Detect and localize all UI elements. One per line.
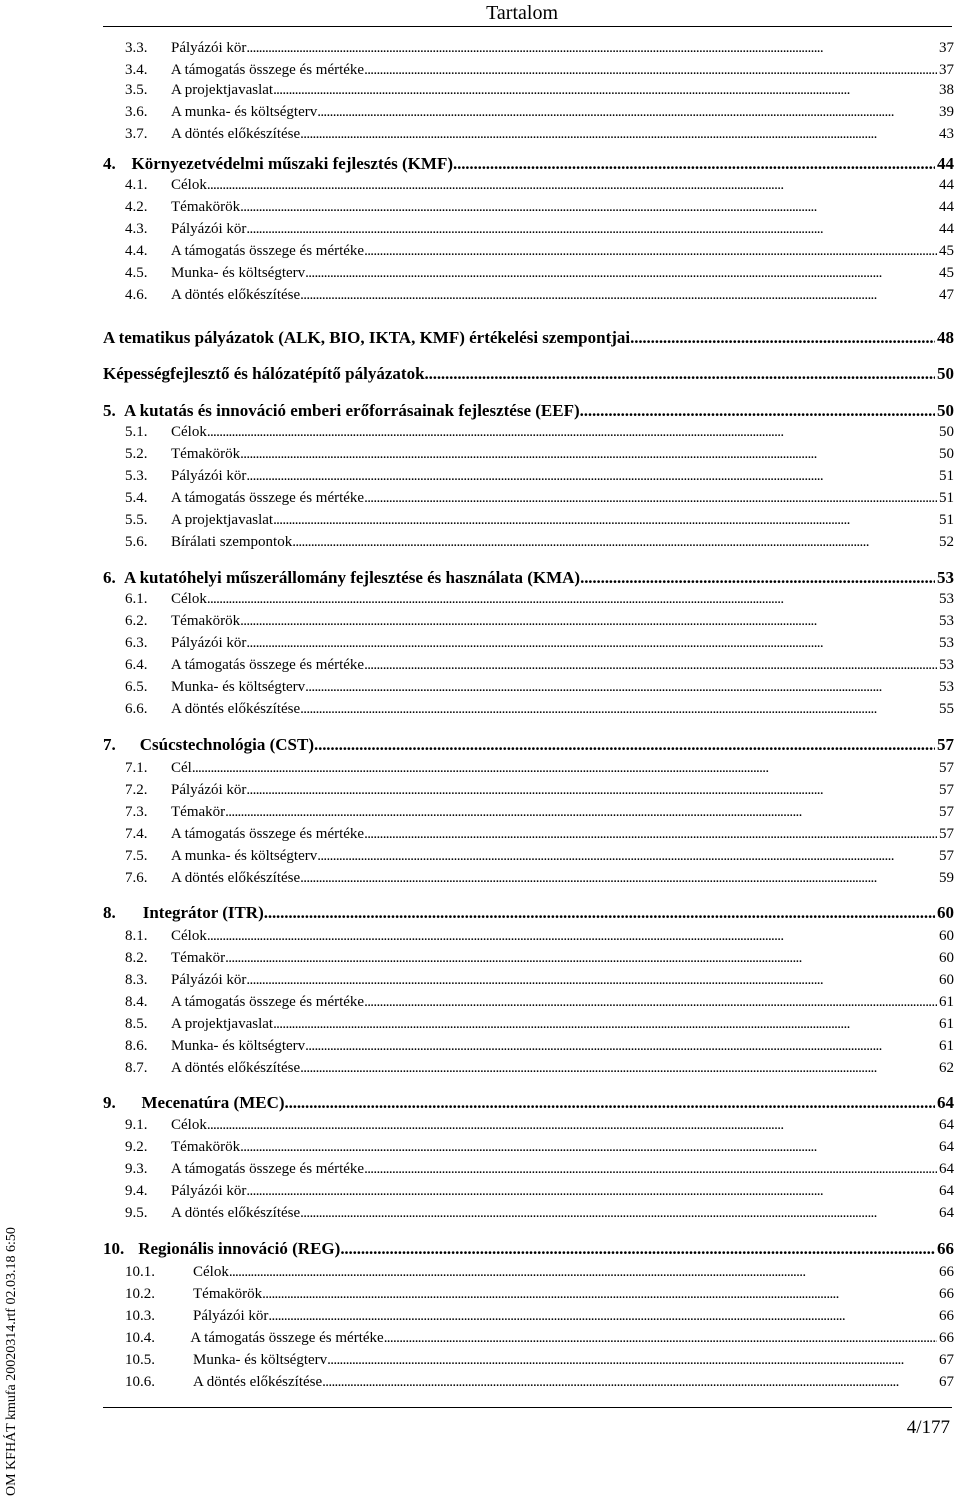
dot-leader [207,422,937,442]
toc-entry-title: A projektjavaslat [171,82,274,98]
toc-entry-title: A kutatás és innováció emberi erőforrásainak fejlesztése (EEF) [124,401,580,420]
toc-entry-page: 60 [939,972,954,988]
dot-leader [246,38,937,58]
toc-entry-page: 37 [939,62,954,78]
toc-section-entry[interactable] [125,1372,954,1392]
toc-entry-title: Pályázói kör [193,1308,269,1324]
toc-entry-page: 45 [939,265,954,281]
toc-section-entry[interactable] [125,263,954,283]
dot-leader [246,466,937,486]
dot-leader [630,326,935,350]
toc-section-entry[interactable] [125,1284,954,1304]
toc-entry-number: 7.4. [125,826,148,842]
dot-leader [240,444,937,464]
toc-entry-page: 59 [939,870,954,886]
toc-entry-number: 4.4. [125,243,148,259]
toc-entry-title: A projektjavaslat [171,512,274,528]
toc-section-entry[interactable] [125,992,954,1012]
dot-leader [305,677,937,697]
toc-entry-number: 5.5. [125,512,148,528]
dot-leader [300,699,937,719]
dot-leader [192,758,937,778]
toc-entry-title: Bírálati szempontok [171,534,293,550]
toc-entry-number: 4. [103,154,116,173]
toc-entry-title: Pályázói kör [171,782,247,798]
dot-leader [300,124,937,144]
toc-entry-number: 9.3. [125,1161,148,1177]
dot-leader [453,152,935,176]
toc-entry-title: Munka- és költségterv [171,265,306,281]
toc-entry-number: 4.1. [125,177,148,193]
toc-section-entry[interactable] [125,846,954,866]
toc-entry-title: Integrátor (ITR) [142,903,264,922]
dot-leader [317,102,937,122]
toc-entry-page: 66 [939,1286,954,1302]
dot-leader [317,846,937,866]
toc-entry-number: 6.2. [125,613,148,629]
toc-chapter-entry[interactable] [103,901,954,925]
toc-entry-title: Cél [171,760,192,776]
toc-entry-title: Mecenatúra (MEC) [141,1093,285,1112]
dot-leader [327,1350,937,1370]
toc-entry-title: Témakörök [171,613,241,629]
toc-section-entry[interactable] [125,1328,954,1348]
toc-section-entry[interactable] [125,1115,954,1135]
toc-chapter-entry[interactable] [103,566,954,590]
toc-entry-page: 57 [939,782,954,798]
toc-entry-page: 53 [937,568,954,587]
toc-entry-title: A tematikus pályázatok (ALK, BIO, IKTA, KMF) értékelési szempontjai [103,328,631,347]
toc-entry-number: 3.6. [125,104,148,120]
dot-leader [207,589,937,609]
dot-leader [364,824,937,844]
toc-entry-title: A kutatóhelyi műszerállomány fejlesztése és használata (KMA) [124,568,581,587]
toc-section-entry[interactable] [125,241,954,261]
toc-entry-number: 7.6. [125,870,148,886]
toc-entry-title: Pályázói kör [171,972,247,988]
dot-leader [364,655,937,675]
toc-entry-number: 5.3. [125,468,148,484]
dot-leader [292,532,937,552]
toc-entry-number: 10.1. [125,1264,155,1280]
toc-section-entry[interactable] [125,219,954,239]
dot-leader [314,733,935,757]
toc-entry-title: A döntés előkészítése [171,701,301,717]
toc-entry-title: Célok [171,1117,207,1133]
toc-entry-page: 61 [939,1016,954,1032]
dot-leader [425,362,935,386]
dot-leader [207,175,937,195]
dot-leader [300,868,937,888]
dot-leader [273,1014,937,1034]
toc-entry-page: 66 [939,1308,954,1324]
toc-entry-number: 8.4. [125,994,148,1010]
toc-entry-title: Munka- és költségterv [171,1038,306,1054]
toc-entry-page: 39 [939,104,954,120]
toc-section-entry[interactable] [125,1036,954,1056]
dot-leader [364,488,937,508]
dot-leader [384,1328,937,1348]
toc-entry-title: Pályázói kör [171,221,247,237]
toc-entry-page: 64 [939,1205,954,1221]
toc-section-entry[interactable] [125,948,954,968]
toc-section-entry[interactable] [125,824,954,844]
toc-entry-number: 9.5. [125,1205,148,1221]
toc-section-entry[interactable] [125,589,954,609]
toc-entry-number: 8.6. [125,1038,148,1054]
toc-entry-page: 66 [937,1239,954,1258]
toc-section-entry[interactable] [125,444,954,464]
toc-section-entry[interactable] [125,124,954,144]
toc-entry-title: A támogatás összege és mértéke [170,1161,365,1177]
toc-entry-number: 7. [103,735,116,754]
toc-entry-page: 47 [939,287,954,303]
toc-chapter-entry[interactable] [103,399,954,423]
dot-leader [364,241,937,261]
toc-entry-number: 6. [103,568,116,587]
toc-entry-title: Célok [171,424,207,440]
dot-leader [580,566,935,590]
toc-entry-number: 8.7. [125,1060,148,1076]
toc-entry-page: 64 [939,1183,954,1199]
toc-entry-number: 3.7. [125,126,148,142]
dot-leader [246,780,937,800]
toc-section-entry[interactable] [125,422,954,442]
toc-entry-number: 10.5. [125,1352,155,1368]
toc-entry-title: A támogatás összege és mértéke [170,62,365,78]
toc-entry-page: 66 [939,1330,954,1346]
toc-entry-title: Képességfejlesztő és hálózatépítő pályázatok [103,364,425,383]
dot-leader [207,1115,937,1135]
toc-entry-title: A munka- és költségterv [171,848,318,864]
toc-chapter-entry[interactable] [103,152,954,176]
toc-entry-page: 67 [939,1352,954,1368]
toc-entry-title: A döntés előkészítése [171,1205,301,1221]
toc-entry-title: A támogatás összege és mértéke [170,243,365,259]
toc-entry-title: A támogatás összege és mértéke [190,1330,384,1346]
toc-entry-page: 67 [939,1374,954,1390]
toc-entry-number: 8.5. [125,1016,148,1032]
toc-entry-page: 53 [939,613,954,629]
toc-section-entry[interactable] [125,1014,954,1034]
toc-entry-title: A munka- és költségterv [171,104,318,120]
toc-section-entry[interactable] [125,197,954,217]
toc-entry-number: 4.3. [125,221,148,237]
toc-section-entry[interactable] [125,1058,954,1078]
dot-leader [268,1306,937,1326]
toc-section-entry[interactable] [125,926,954,946]
toc-entry-page: 57 [939,826,954,842]
toc-entry-page: 44 [939,177,954,193]
toc-section-entry[interactable] [125,633,954,653]
toc-section-entry[interactable] [125,1159,954,1179]
toc-entry-page: 60 [937,903,954,922]
toc-entry-number: 9.2. [125,1139,148,1155]
dot-leader [207,926,937,946]
toc-entry-number: 5. [103,401,116,420]
toc-entry-number: 9.4. [125,1183,148,1199]
toc-entry-page: 57 [939,804,954,820]
dot-leader [246,633,937,653]
dot-leader [285,1091,935,1115]
dot-leader [225,802,937,822]
toc-entry-page: 57 [937,735,954,754]
toc-section-entry[interactable] [125,699,954,719]
toc-entry-number: 5.1. [125,424,148,440]
toc-entry-page: 44 [939,199,954,215]
toc-section-entry[interactable] [125,970,954,990]
toc-entry-page: 53 [939,635,954,651]
toc-section-entry[interactable] [125,1181,954,1201]
toc-entry-page: 51 [939,490,954,506]
toc-entry-page: 64 [939,1139,954,1155]
toc-entry-page: 50 [937,401,954,420]
toc-section-entry[interactable] [125,758,954,778]
dot-leader [246,1181,937,1201]
toc-entry-number: 10.6. [125,1374,155,1390]
toc-entry-page: 45 [939,243,954,259]
toc-entry-title: Témakör [171,950,226,966]
toc-entry-number: 7.5. [125,848,148,864]
toc-entry-number: 6.1. [125,591,148,607]
toc-section-entry[interactable] [125,1203,954,1223]
toc-section-entry[interactable] [125,38,954,58]
toc-entry-page: 44 [937,154,954,173]
toc-entry-title: A döntés előkészítése [193,1374,323,1390]
toc-entry-title: Témakörök [193,1286,263,1302]
toc-entry-number: 9.1. [125,1117,148,1133]
toc-entry-page: 52 [939,534,954,550]
toc-entry-page: 53 [939,679,954,695]
dot-leader [225,948,937,968]
toc-entry-page: 60 [939,950,954,966]
toc-entry-page: 43 [939,126,954,142]
toc-section-entry[interactable] [125,780,954,800]
toc-section-entry[interactable] [125,1137,954,1157]
toc-section-entry[interactable] [125,80,954,100]
toc-entry-title: Környezetvédelmi műszaki fejlesztés (KMF) [131,154,453,173]
toc-entry-page: 44 [939,221,954,237]
toc-section-entry[interactable] [125,1262,954,1282]
toc-entry-page: 50 [939,446,954,462]
toc-section-entry[interactable] [125,466,954,486]
toc-section-entry[interactable] [125,868,954,888]
dot-leader [305,1036,937,1056]
toc-entry-number: 8.1. [125,928,148,944]
toc-entry-title: A támogatás összege és mértéke [170,657,365,673]
toc-entry-title: Célok [171,928,207,944]
dot-leader [364,60,937,80]
dot-leader [262,1284,937,1304]
toc-chapter-entry[interactable] [103,362,954,386]
toc-entry-page: 60 [939,928,954,944]
toc-section-entry[interactable] [125,488,954,508]
dot-leader [273,510,937,530]
toc-section-entry[interactable] [125,102,954,122]
toc-section-entry[interactable] [125,60,954,80]
toc-entry-page: 38 [939,82,954,98]
dot-leader [240,197,937,217]
toc-entry-title: A támogatás összege és mértéke [170,994,365,1010]
toc-section-entry[interactable] [125,285,954,305]
toc-section-entry[interactable] [125,655,954,675]
toc-entry-title: Regionális innováció (REG) [138,1239,341,1258]
toc-entry-page: 51 [939,512,954,528]
toc-entry-title: A támogatás összege és mértéke [170,826,365,842]
toc-entry-page: 64 [939,1117,954,1133]
toc-entry-number: 8.3. [125,972,148,988]
dot-leader [240,611,937,631]
toc-entry-number: 6.3. [125,635,148,651]
toc-entry-number: 4.6. [125,287,148,303]
toc-entry-page: 55 [939,701,954,717]
toc-entry-number: 4.5. [125,265,148,281]
dot-leader [240,1137,937,1157]
toc-entry-number: 6.5. [125,679,148,695]
toc-section-entry[interactable] [125,175,954,195]
toc-entry-page: 64 [939,1161,954,1177]
toc-entry-number: 3.4. [125,62,148,78]
toc-entry-number: 5.4. [125,490,148,506]
page-number: 4/177 [906,1417,950,1438]
dot-leader [246,219,937,239]
toc-entry-page: 57 [939,760,954,776]
toc-entry-title: A projektjavaslat [171,1016,274,1032]
toc-entry-title: A támogatás összege és mértéke [170,490,365,506]
toc-entry-page: 62 [939,1060,954,1076]
toc-entry-title: A döntés előkészítése [171,126,301,142]
toc-entry-number: 10.3. [125,1308,155,1324]
dot-leader [229,1262,937,1282]
toc-entry-page: 37 [939,40,954,56]
toc-section-entry[interactable] [125,611,954,631]
toc-entry-page: 48 [937,328,954,347]
toc-entry-number: 3.5. [125,82,148,98]
toc-entry-number: 7.2. [125,782,148,798]
toc-entry-number: 8. [103,903,116,922]
toc-entry-number: 4.2. [125,199,148,215]
toc-entry-title: Témakör [171,804,226,820]
toc-entry-page: 53 [939,591,954,607]
toc-entry-page: 51 [939,468,954,484]
toc-chapter-entry[interactable] [103,733,954,757]
toc-entry-number: 5.2. [125,446,148,462]
toc-entry-number: 10. [103,1239,125,1258]
toc-section-entry[interactable] [125,802,954,822]
dot-leader [580,399,935,423]
toc-entry-title: Célok [171,177,207,193]
toc-chapter-entry[interactable] [103,326,954,350]
toc-section-entry[interactable] [125,1350,954,1370]
dot-leader [340,1237,935,1261]
dot-leader [305,263,937,283]
toc-entry-page: 66 [939,1264,954,1280]
dot-leader [264,901,935,925]
toc-entry-number: 7.3. [125,804,148,820]
toc-entry-title: Témakörök [171,446,241,462]
toc-section-entry[interactable] [125,677,954,697]
toc-entry-number: 9. [103,1093,116,1112]
toc-entry-title: Csúcstechnológia (CST) [139,735,314,754]
toc-entry-number: 7.1. [125,760,148,776]
dot-leader [300,1203,937,1223]
dot-leader [300,1058,937,1078]
dot-leader [364,992,937,1012]
toc-entry-number: 8.2. [125,950,148,966]
toc-entry-number: 10.2. [125,1286,155,1302]
toc-entry-title: Célok [171,591,207,607]
toc-entry-title: Munka- és költségterv [193,1352,328,1368]
toc-entry-page: 57 [939,848,954,864]
toc-entry-page: 61 [939,994,954,1010]
dot-leader [364,1159,937,1179]
toc-entry-number: 10.4. [125,1330,155,1346]
toc-entry-title: Témakörök [171,199,241,215]
toc-entry-number: 6.4. [125,657,148,673]
toc-entry-page: 53 [939,657,954,673]
dot-leader [300,285,937,305]
toc-entry-title: Témakörök [171,1139,241,1155]
page-title: Tartalom [486,2,558,24]
footer-divider [103,1407,952,1408]
vertical-file-stamp: OM KFHÁT kmufa 20020314.rtf 02.03.18 6:50 [4,1227,19,1496]
toc-entry-page: 50 [939,424,954,440]
toc-entry-title: A döntés előkészítése [171,287,301,303]
toc-entry-title: A döntés előkészítése [171,1060,301,1076]
toc-entry-page: 61 [939,1038,954,1054]
toc-entry-title: A döntés előkészítése [171,870,301,886]
toc-section-entry[interactable] [125,510,954,530]
toc-entry-page: 64 [937,1093,954,1112]
dot-leader [246,970,937,990]
toc-entry-page: 50 [937,364,954,383]
toc-entry-number: 5.6. [125,534,148,550]
toc-chapter-entry[interactable] [103,1091,954,1115]
toc-entry-number: 6.6. [125,701,148,717]
toc-entry-title: Munka- és költségterv [171,679,306,695]
toc-entry-number: 3.3. [125,40,148,56]
toc-section-entry[interactable] [125,1306,954,1326]
dot-leader [322,1372,937,1392]
dot-leader [273,80,937,100]
toc-entry-title: Pályázói kör [171,468,247,484]
toc-section-entry[interactable] [125,532,954,552]
toc-entry-title: Pályázói kör [171,40,247,56]
toc-chapter-entry[interactable] [103,1237,954,1261]
toc-entry-title: Pályázói kör [171,1183,247,1199]
toc-entry-title: Pályázói kör [171,635,247,651]
toc-entry-title: Célok [193,1264,229,1280]
